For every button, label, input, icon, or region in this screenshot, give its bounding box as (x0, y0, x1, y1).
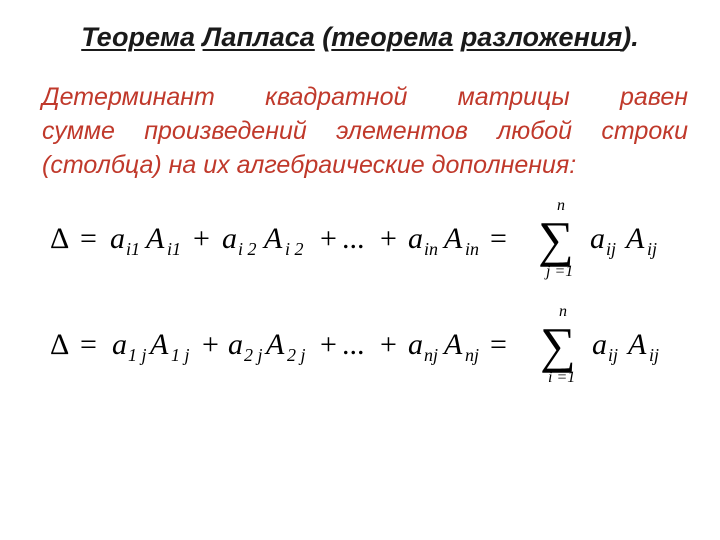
term-a-subscript: in (424, 239, 439, 259)
term-a: a (228, 328, 243, 361)
sum-lower-limit: j =1 (546, 263, 574, 280)
sum-lower-limit: i =1 (548, 369, 576, 386)
sum-term-a-subscript: ij (608, 345, 619, 365)
plus-sign: + (380, 328, 397, 361)
term-A-subscript: i 2 (285, 239, 304, 259)
term-A-subscript: in (465, 239, 480, 259)
term-A-subscript: nj (465, 345, 480, 365)
sum-term-A: A (626, 222, 645, 255)
plus-sign: + (202, 328, 219, 361)
statement-line-3: (столбца) на их алгебраические дополнения: (42, 151, 577, 179)
term-A-subscript: 1 j (171, 345, 190, 365)
term-A-subscript: 2 j (287, 345, 306, 365)
equals-sign: = (490, 222, 507, 255)
sum-upper-limit: n (557, 197, 565, 214)
row-expansion-svg (50, 197, 690, 282)
title-word-laplace: Лапласа (202, 22, 315, 52)
term-a-subscript: 2 j (244, 345, 263, 365)
term-A: A (444, 222, 463, 255)
column-expansion-formula (50, 303, 690, 386)
equals-sign: = (80, 328, 97, 361)
term-a-subscript: nj (424, 345, 439, 365)
title-word-expansion: разложения (460, 22, 623, 52)
sum-term-a: a (590, 222, 605, 255)
column-expansion-svg (50, 303, 690, 386)
term-A: A (266, 328, 285, 361)
sum-term-a-subscript: ij (606, 239, 617, 259)
term-a: a (112, 328, 127, 361)
ellipsis: ... (342, 328, 365, 361)
plus-sign: + (320, 222, 337, 255)
term-a: a (408, 222, 423, 255)
term-A: A (264, 222, 283, 255)
title-word-theorem: Теорема (81, 22, 196, 52)
statement-line-1: Детерминант квадратной матрицы равен (42, 83, 688, 111)
term-a: a (408, 328, 423, 361)
sum-symbol: ∑ (540, 317, 576, 373)
term-a: a (222, 222, 237, 255)
sum-symbol: ∑ (538, 211, 574, 267)
theorem-statement (42, 80, 688, 182)
statement-line-2: сумме произведений элементов любой строки (42, 117, 688, 145)
title-word-theorem-2: теорема (331, 22, 454, 52)
term-A: A (444, 328, 463, 361)
equals-sign: = (490, 328, 507, 361)
term-A: A (146, 222, 165, 255)
term-a-subscript: i 2 (238, 239, 257, 259)
delta-symbol: Δ (50, 222, 70, 255)
ellipsis: ... (342, 222, 365, 255)
title-paren-open: ( (322, 22, 332, 52)
plus-sign: + (193, 222, 210, 255)
sum-upper-limit: n (559, 303, 567, 320)
sum-term-A-subscript: ij (649, 345, 660, 365)
term-a-subscript: 1 j (128, 345, 147, 365)
plus-sign: + (320, 328, 337, 361)
plus-sign: + (380, 222, 397, 255)
equals-sign: = (80, 222, 97, 255)
delta-symbol: Δ (50, 328, 70, 361)
term-a: a (110, 222, 125, 255)
sum-term-A-subscript: ij (647, 239, 658, 259)
page-title (0, 22, 720, 53)
sum-term-A: A (628, 328, 647, 361)
term-A-subscript: i1 (167, 239, 182, 259)
sum-term-a: a (592, 328, 607, 361)
row-expansion-formula (50, 197, 690, 282)
term-a-subscript: i1 (126, 239, 141, 259)
title-paren-close: ). (622, 22, 639, 52)
term-A: A (150, 328, 169, 361)
